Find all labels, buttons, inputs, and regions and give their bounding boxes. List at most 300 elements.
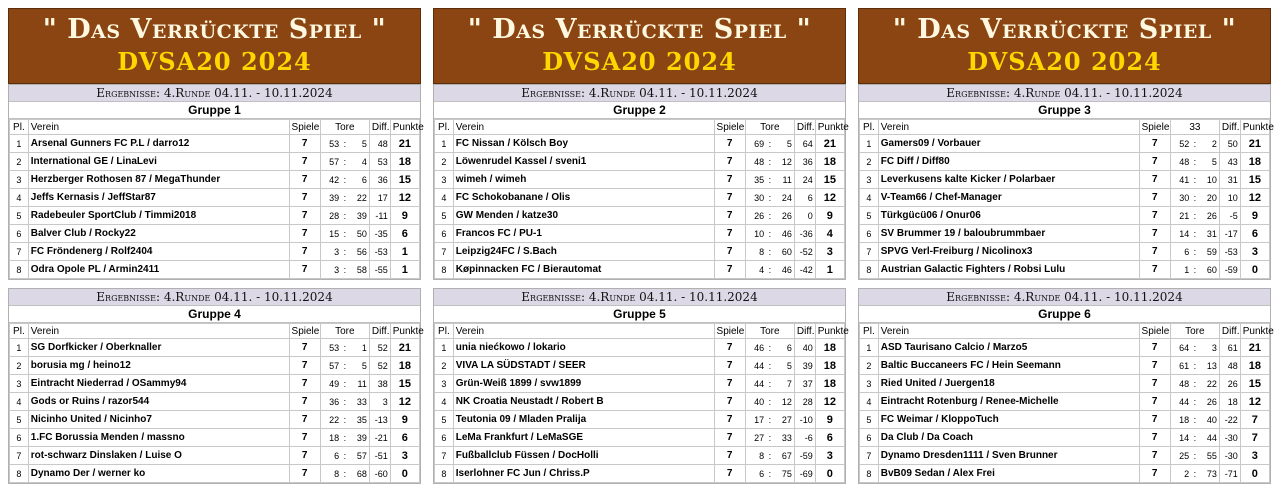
goals-separator: : [766,243,773,261]
points-cell: 0 [1240,465,1269,483]
games-cell: 7 [1139,207,1170,225]
points-cell: 18 [1240,153,1269,171]
team-name: unia niećkowo / lokario [453,339,714,357]
team-name: Jeffs Kernasis / JeffStar87 [28,189,289,207]
games-cell: 7 [714,261,745,279]
team-name: Ried United / Juergen18 [878,375,1139,393]
goals-against: 1 [348,339,369,357]
team-name: Baltic Buccaneers FC / Hein Seemann [878,357,1139,375]
team-name: Leverkusens kalte Kicker / Polarbaer [878,171,1139,189]
goal-diff: -6 [794,429,815,447]
table-row [10,411,420,429]
points-cell: 15 [390,171,419,189]
goals-against: 73 [1198,465,1219,483]
header-tore: Tore [1170,324,1219,339]
table-row [860,135,1270,153]
points-cell: 7 [1240,411,1269,429]
team-name: NK Croatia Neustadt / Robert B [453,393,714,411]
goals-for: 41 [1170,171,1191,189]
header-diff: Diff. [1219,324,1240,339]
group-title: Gruppe 4 [9,306,420,323]
table-row [860,393,1270,411]
goals-against: 75 [773,465,794,483]
team-name: Fußballclub Füssen / DocHolli [453,447,714,465]
goals-against: 10 [1199,171,1220,189]
round-label: Ergebnisse: 4.Runde 04.11. - 10.11.2024 [859,85,1270,102]
rank-cell: 8 [860,261,879,279]
games-cell: 7 [289,243,320,261]
rank-cell: 2 [860,357,879,375]
goal-diff: 43 [1219,153,1240,171]
goals-separator: : [1191,429,1198,447]
header-punkte: Punkte [815,324,844,339]
points-cell: 1 [390,243,419,261]
games-cell: 7 [714,429,745,447]
goals-against: 5 [773,357,794,375]
team-name: Austrian Galactic Fighters / Robsi Lulu [878,261,1139,279]
team-name: SPVG Verl-Freiburg / Nicolinox3 [878,243,1139,261]
goal-diff: -21 [369,429,390,447]
points-cell: 9 [815,411,844,429]
header-diff: Diff. [794,120,815,135]
rank-cell: 1 [435,135,454,153]
table-row [860,207,1270,225]
games-cell: 7 [714,339,745,357]
games-cell: 7 [1139,243,1170,261]
games-cell: 7 [1139,153,1170,171]
header-row [10,120,420,135]
goals-separator: : [766,447,773,465]
table-row [10,153,420,171]
goals-against: 7 [773,375,794,393]
team-name: rot-schwarz Dinslaken / Luise O [28,447,289,465]
rank-cell: 3 [10,171,29,189]
goals-for: 14 [1170,429,1191,447]
goals-against: 26 [773,207,794,225]
group-title: Gruppe 3 [859,102,1270,119]
points-cell: 6 [390,429,419,447]
table-row [860,225,1270,243]
goal-diff: -71 [1219,465,1240,483]
rank-cell: 8 [860,465,879,483]
goals-for: 10 [745,225,766,243]
goal-diff: -42 [794,261,815,279]
goals-separator: : [341,447,348,465]
goals-against: 58 [348,261,369,279]
points-cell: 21 [390,135,419,153]
goals-separator: : [341,243,348,261]
goals-against: 68 [348,465,369,483]
points-cell: 1 [815,261,844,279]
goals-against: 5 [348,135,369,153]
games-cell: 7 [289,171,320,189]
goals-for: 2 [1170,465,1191,483]
games-cell: 7 [289,357,320,375]
goals-against: 22 [348,189,369,207]
group-block [433,84,849,280]
goal-diff: -53 [1219,243,1240,261]
goals-separator: : [1191,171,1198,189]
rank-cell: 5 [860,411,879,429]
rank-cell: 3 [435,375,454,393]
goal-diff: 50 [1219,135,1240,153]
goals-for: 48 [745,153,766,171]
group-block [858,288,1274,484]
team-name: BvB09 Sedan / Alex Frei [878,465,1139,483]
goal-diff: 0 [794,207,815,225]
goals-against: 56 [348,243,369,261]
goals-against: 5 [348,357,369,375]
header-row [10,324,420,339]
table-row [10,207,420,225]
team-name: Grün-Weiß 1899 / svw1899 [453,375,714,393]
points-cell: 6 [390,225,419,243]
rank-cell: 2 [10,357,29,375]
points-cell: 6 [815,429,844,447]
points-cell: 0 [390,465,419,483]
goals-against: 46 [773,225,794,243]
goal-diff: 48 [369,135,390,153]
rank-cell: 4 [860,393,879,411]
rank-cell: 1 [860,339,879,357]
team-name: Gamers09 / Vorbauer [878,135,1139,153]
header-diff: Diff. [369,324,390,339]
header-punkte: Punkte [1240,324,1269,339]
rank-cell: 6 [10,429,29,447]
games-cell: 7 [289,447,320,465]
goals-for: 6 [745,465,766,483]
games-cell: 7 [714,243,745,261]
points-cell: 9 [390,411,419,429]
team-name: Nicinho United / Nicinho7 [28,411,289,429]
table-row [435,465,845,483]
games-cell: 7 [1139,429,1170,447]
team-name: Eintracht Niederrad / OSammy94 [28,375,289,393]
rank-cell: 5 [860,207,879,225]
header-spiele: Spiele [289,120,320,135]
goals-separator: : [341,171,348,189]
team-name: V-Team66 / Chef-Manager [878,189,1139,207]
goal-diff: -10 [794,411,815,429]
rank-cell: 6 [10,225,29,243]
points-cell: 0 [815,465,844,483]
group-title: Gruppe 5 [434,306,845,323]
points-cell: 21 [815,135,844,153]
banner [858,8,1271,84]
goals-against: 11 [773,171,794,189]
goals-for: 64 [1170,339,1191,357]
goals-separator: : [766,225,773,243]
points-cell: 7 [1240,429,1269,447]
goals-separator: : [341,393,348,411]
goal-diff: -36 [794,225,815,243]
points-cell: 9 [390,207,419,225]
games-cell: 7 [289,411,320,429]
goals-for: 69 [745,135,766,153]
goal-diff: -5 [1219,207,1240,225]
goals-separator: : [766,465,773,483]
goals-for: 48 [1170,375,1191,393]
standings-table [859,119,1274,279]
header-verein: Verein [878,120,1139,135]
goals-for: 4 [745,261,766,279]
rank-cell: 7 [435,243,454,261]
games-cell: 7 [714,153,745,171]
goals-against: 55 [1198,447,1219,465]
goals-for: 27 [745,429,766,447]
games-cell: 7 [1139,189,1170,207]
table-row [435,135,845,153]
goals-separator: : [1191,411,1198,429]
goals-against: 35 [348,411,369,429]
goals-for: 21 [1170,207,1191,225]
goal-diff: 52 [369,339,390,357]
goals-separator: : [766,135,773,153]
games-cell: 7 [714,393,745,411]
goal-diff: 38 [369,375,390,393]
goals-separator: : [1191,243,1198,261]
rank-cell: 7 [860,447,879,465]
rank-cell: 5 [10,207,29,225]
table-row [10,135,420,153]
team-name: 1.FC Borussia Menden / massno [28,429,289,447]
goals-separator: : [341,189,348,207]
rank-cell: 3 [860,375,879,393]
team-name: Da Club / Da Coach [878,429,1139,447]
header-punkte: Punkte [390,120,419,135]
points-cell: 15 [815,171,844,189]
goal-diff: -53 [369,243,390,261]
goals-separator: : [341,465,348,483]
goals-for: 39 [320,189,341,207]
header-verein: Verein [453,120,714,135]
banner-title: " Das Verrückte Spiel " [467,14,812,45]
table-row [435,225,845,243]
points-cell: 0 [1240,261,1269,279]
goal-diff: 36 [369,171,390,189]
header-spiele: Spiele [289,324,320,339]
points-cell: 15 [1240,375,1269,393]
table-row [435,261,845,279]
rank-cell: 4 [860,189,879,207]
points-cell: 15 [390,375,419,393]
table-row [860,243,1270,261]
goals-against: 24 [773,189,794,207]
round-label: Ergebnisse: 4.Runde 04.11. - 10.11.2024 [434,85,845,102]
goals-for: 53 [320,135,341,153]
goal-diff: -17 [1219,225,1240,243]
table-row [10,243,420,261]
goals-separator: : [1191,375,1198,393]
rank-cell: 1 [860,135,879,153]
goals-against: 44 [1198,429,1219,447]
header-pl: Pl. [435,324,454,339]
goals-separator: : [341,339,348,357]
goals-for: 53 [320,339,341,357]
banner [433,8,846,84]
team-name: Leipzig24FC / S.Bach [453,243,714,261]
goals-for: 22 [320,411,341,429]
rank-cell: 2 [435,357,454,375]
table-row [10,465,420,483]
goals-separator: : [341,261,348,279]
round-label: Ergebnisse: 4.Runde 04.11. - 10.11.2024 [434,289,845,306]
team-name: GW Menden / katze30 [453,207,714,225]
goals-for: 40 [745,393,766,411]
header-diff: Diff. [794,324,815,339]
goals-for: 8 [745,447,766,465]
goals-for: 18 [320,429,341,447]
team-name: FC Fröndenerg / Rolf2404 [28,243,289,261]
header-verein: Verein [878,324,1139,339]
group-block [433,288,849,484]
games-cell: 7 [714,465,745,483]
goals-for: 17 [745,411,766,429]
table-row [435,393,845,411]
games-cell: 7 [289,429,320,447]
header-spiele: Spiele [714,120,745,135]
rank-cell: 5 [10,411,29,429]
goals-for: 15 [320,225,341,243]
table-row [860,153,1270,171]
goals-against: 39 [348,207,369,225]
goals-separator: : [341,357,348,375]
round-label: Ergebnisse: 4.Runde 04.11. - 10.11.2024 [9,85,420,102]
goals-for: 3 [320,243,341,261]
goals-for: 48 [1170,153,1191,171]
rank-cell: 4 [435,189,454,207]
rank-cell: 1 [10,135,29,153]
points-cell: 12 [815,393,844,411]
goals-for: 44 [745,375,766,393]
rank-cell: 7 [860,243,879,261]
table-row [10,375,420,393]
points-cell: 12 [1240,393,1269,411]
goal-diff: 18 [1219,393,1240,411]
goal-diff: 37 [794,375,815,393]
rank-cell: 7 [435,447,454,465]
header-tore: Tore [745,324,794,339]
rank-cell: 4 [435,393,454,411]
team-name: VIVA LA SÜDSTADT / SEER [453,357,714,375]
team-name: Dynamo Dresden1111 / Sven Brunner [878,447,1139,465]
group-title: Gruppe 1 [9,102,420,119]
games-cell: 7 [1139,357,1170,375]
goals-separator: : [341,411,348,429]
standings-table [434,119,849,279]
goals-for: 6 [1170,243,1191,261]
rank-cell: 6 [435,429,454,447]
games-cell: 7 [1139,447,1170,465]
standings-grid [8,8,1272,484]
goals-against: 11 [348,375,369,393]
goals-separator: : [766,207,773,225]
goals-against: 26 [1199,207,1220,225]
header-row [860,324,1270,339]
goal-diff: 52 [369,357,390,375]
table-row [860,189,1270,207]
rank-cell: 8 [10,465,29,483]
goal-diff: -55 [369,261,390,279]
points-cell: 21 [1240,135,1269,153]
points-cell: 3 [1240,447,1269,465]
games-cell: 7 [289,189,320,207]
round-label: Ergebnisse: 4.Runde 04.11. - 10.11.2024 [9,289,420,306]
games-cell: 7 [714,375,745,393]
group-block [8,84,424,280]
goals-against: 31 [1199,225,1220,243]
table-row [435,207,845,225]
table-row [860,375,1270,393]
header-row [435,120,845,135]
goals-separator: : [1191,447,1198,465]
team-name: Francos FC / PU-1 [453,225,714,243]
goals-against: 57 [348,447,369,465]
points-cell: 18 [815,339,844,357]
header-pl: Pl. [435,120,454,135]
points-cell: 3 [390,447,419,465]
games-cell: 7 [1139,411,1170,429]
banner-subtitle: DVSA20 2024 [542,47,737,76]
goals-separator: : [766,411,773,429]
team-name: Balver Club / Rocky22 [28,225,289,243]
games-cell: 7 [714,225,745,243]
table-row [860,411,1270,429]
header-tore: Tore [320,120,369,135]
goals-for: 42 [320,171,341,189]
team-name: FC Diff / Diff80 [878,153,1139,171]
games-cell: 7 [289,465,320,483]
team-name: FC Schokobanane / Olis [453,189,714,207]
team-name: Køpinnacken FC / Bierautomat [453,261,714,279]
goal-diff: 6 [794,189,815,207]
points-cell: 9 [815,207,844,225]
goals-for: 44 [1170,393,1191,411]
goals-for: 8 [745,243,766,261]
goal-diff: 53 [369,153,390,171]
goals-against: 2 [1199,135,1220,153]
column-3 [858,8,1274,484]
goal-diff: 28 [794,393,815,411]
table-row [10,189,420,207]
team-name: ASD Taurisano Calcio / Marzo5 [878,339,1139,357]
goals-against: 40 [1198,411,1219,429]
goal-diff: -22 [1219,411,1240,429]
games-cell: 7 [714,171,745,189]
goals-separator: : [341,375,348,393]
standings-table [434,323,849,483]
header-punkte: Punkte [1240,120,1269,135]
points-cell: 15 [1240,171,1269,189]
goals-separator: : [766,429,773,447]
header-pl: Pl. [10,120,29,135]
goals-against: 33 [773,429,794,447]
points-cell: 18 [815,375,844,393]
rank-cell: 7 [10,243,29,261]
games-cell: 7 [289,261,320,279]
goal-diff: -52 [794,243,815,261]
goal-diff: -59 [794,447,815,465]
goals-separator: : [766,261,773,279]
goals-separator: : [341,429,348,447]
team-name: International GE / LinaLevi [28,153,289,171]
points-cell: 21 [390,339,419,357]
goals-for: 8 [320,465,341,483]
goal-diff: 48 [1219,357,1240,375]
goals-for: 30 [745,189,766,207]
goal-diff: 26 [1219,375,1240,393]
column-2 [433,8,849,484]
